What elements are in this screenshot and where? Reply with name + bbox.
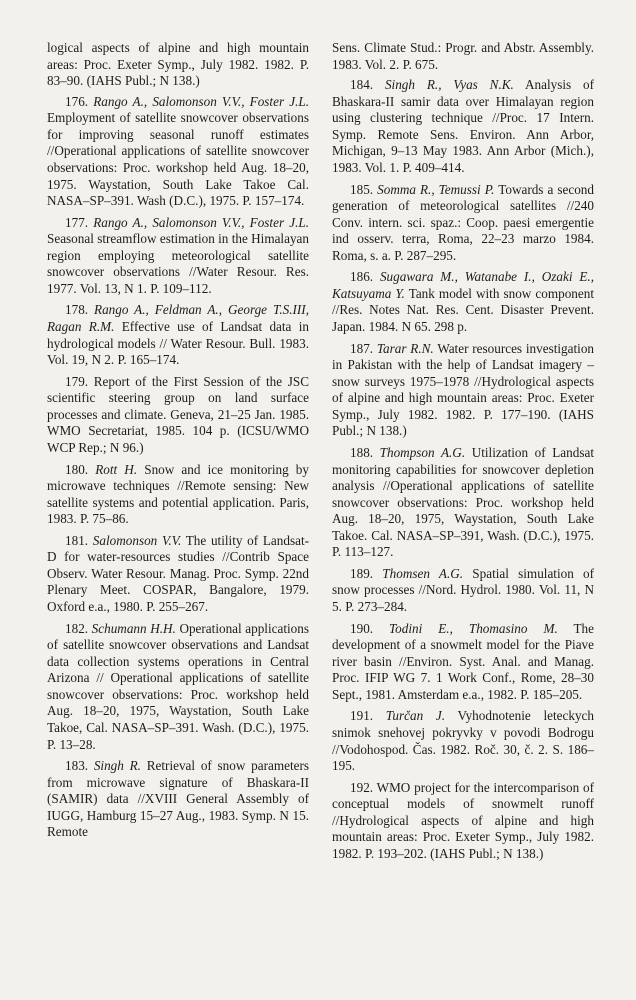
reference-text: Snow and ice monitoring by microwave techniques //Remote sensing: New satellite systems and potential application. Paris, 1983. P. 75–86. [47,461,309,527]
reference-authors: Tarar R.N. [376,340,434,356]
reference-number: 176. [65,93,94,109]
reference-number: 189. [350,565,383,581]
reference-text: Report of the First Session of the JSC scientific steering group on land surface processes and climate. Geneva, 21–25 Jan. 1985. WMO Secretariat, 1985. 104 p. (ICSU/WMO WCP Rep.; N 96.) [47,373,309,455]
reference-text: Tank model with snow component //Res. Notes Nat. Res. Cent. Disaster Prevent. Japan. 1984. N 65. 298 p. [332,285,595,334]
right-column [332,40,594,867]
reference-text: The utility of Landsat-D for water-resources studies //Contrib Space Observ. Water Resour. Manag. Proc. Symp. 22nd Plenary Meet. COSPAR, Bangalore, 1979. Oxford e.a., 1980. P. 255–267. [47,532,309,614]
reference-number: 177. [65,214,94,230]
reference-authors: Thomsen A.G. [382,565,464,581]
reference-entry [332,621,594,704]
reference-list-left [47,94,309,841]
reference-number: 186. [350,269,380,285]
reference-authors: Rango A., Salomonson V.V., Foster J.L. [93,214,309,230]
reference-text: Operational applications of satellite snowcover observations and Landsat data collection systems operations in Central Arizona // Operational applications of satellite snowcover observations: Proc. workshop held Aug. 18–20, 1975, Waystation, South Lake Takoe, Cal. NASA–SP–391. Wash. (D.C.), 1975. P. 13–28. [47,620,309,752]
reference-text: Analysis of Bhaskara-II samir data over Himalayan region using clustering technique //Proc. 17 Intern. Symp. Remote Sens. Environ. Ann Arbor, Michigan, 9–13 May 1983. Ann Arbor (Mich.), 1983. Vol. 1. P. 409–414. [332,77,594,175]
reference-number: 187. [350,340,377,356]
reference-entry [332,708,594,774]
reference-text: Utilization of Landsat monitoring capabilities for snowcover depletion analysis //Operational applications of satellite snowcover observations: Proc. workshop held Aug. 18–20, 1975, Waystation, South Lake Takoe. Cal. NASA–SP–391, Wash. (D.C.), 1975. P. 113–127. [332,444,594,560]
reference-text: WMO project for the intercomparison of conceptual models of snowmelt runoff //Hydrological aspects of alpine and high mountain areas: Proc. Exeter Symp., July 1982. 1982. P. 193–202. (IAHS Publ.; N 138.) [332,779,594,861]
reference-authors: Turčan J. [385,708,446,724]
reference-entry [332,566,594,616]
reference-number: 185. [350,181,378,197]
reference-entry [47,215,309,298]
reference-entry [47,533,309,616]
reference-number: 178. [65,302,95,318]
reference-number: 188. [350,444,380,460]
reference-authors: Rott H. [95,461,138,477]
reference-text: Retrieval of snow parameters from microwave signature of Bhaskara-II (SAMIR) data //XVIII General Assembly of IUGG, Hamburg 15–27 Aug., 1983. Symp. N 15. Remote [47,758,309,840]
reference-number: 181. [65,532,93,548]
reference-entry [332,182,594,265]
reference-text: Vyhodnotenie leteckych snimok snehovej pokryvky v povodi Bodrogu //Vodohospod. Čas. 1982. Roč. 30, č. 2. S. 186–195. [332,708,594,774]
reference-number: 182. [65,620,92,636]
reference-entry [47,758,309,841]
reference-number: 184. [350,77,385,93]
reference-entry [47,621,309,754]
reference-text: Effective use of Landsat data in hydrological models // Water Resour. Bull. 1983. Vol. 19, N 2. P. 165–174. [47,319,309,368]
continued-reference: logical aspects of alpine and high mountain areas: Proc. Exeter Symp., July 1982. 1982. P. 83–90. (IAHS Publ.; N 138.) [47,40,309,89]
reference-number: 190. [350,620,390,636]
reference-text: Towards a second generation of meteorological satellites //240 Conv. intern. sci. spaz.: Coop. paesi emergentie ind osserv. terra, Roma, 22–23 marzo 1984. Roma, s. a. P. 287–295. [332,181,594,263]
reference-entry [47,302,309,368]
reference-entry [47,462,309,528]
reference-number: 180. [65,461,96,477]
reference-text: Seasonal streamflow estimation in the Himalayan region employing meteorological satellite snowcover observations //Water Resour. Res. 1977. Vol. 13, N 1. P. 109–112. [47,231,309,296]
reference-number: 191. [350,708,386,724]
reference-authors: Singh R., Vyas N.K. [384,77,514,93]
reference-list-right [332,77,594,862]
reference-entry [332,780,594,863]
reference-text: Employment of satellite snowcover observations for improving seasonal runoff estimates //Operational applications of satellite snowcover observations: Proc. workshop held Aug. 18–20, 1975. Waystation, South Lake Takoe Cal. NASA–SP–391. Wash (D.C.), 1975. P. 157–174. [47,110,309,209]
reference-authors: Somma R., Temussi P. [377,181,495,197]
reference-entry [332,269,594,335]
reference-entry [47,374,309,457]
continued-reference: Sens. Climate Stud.: Progr. and Abstr. Assembly. 1983. Vol. 2. P. 675. [332,40,594,72]
reference-text: Spatial simulation of snow processes //Nord. Hydrol. 1980. Vol. 11, N 5. P. 273–284. [332,565,595,614]
reference-entry [332,77,594,176]
reference-entry [47,94,309,210]
reference-text: Water resources investigation in Pakistan with the help of Landsat imagery – snow surveys 1975–1978 //Hydrological aspects of alpine and high mountain areas: Proc. Exeter Symp., July 1982. 1982. P. 177–190. (IAHS Publ.; N 138.) [332,340,595,439]
reference-number: 179. [65,373,94,389]
reference-text: The development of a snowmelt model for the Piave river basin //Environ. Syst. Anal. and Manag. Proc. IFIP WG 7. 1 Work Conf., Rome, 28–30 Sept., 1981. Amsterdam e.a., 1982. P. 185–205. [332,620,594,702]
reference-number: 183. [65,758,94,774]
reference-authors: Singh R. [93,758,141,774]
reference-authors: Sugawara M., Watanabe I., Ozaki E., Katsuyama Y. [332,269,595,301]
reference-authors: Schumann H.H. [91,620,176,636]
reference-authors: Salomonson V.V. [92,532,182,548]
reference-entry [332,341,594,440]
reference-authors: Todini E., Thomasino M. [389,620,558,636]
reference-number: 192. [350,779,377,795]
reference-entry [332,445,594,561]
reference-authors: Rango A., Salomonson V.V., Foster J.L. [93,93,309,109]
reference-authors: Thompson A.G. [379,444,466,460]
left-column [47,40,309,846]
reference-authors: Rango A., Feldman A., George T.S.III, Ragan R.M. [47,302,309,334]
